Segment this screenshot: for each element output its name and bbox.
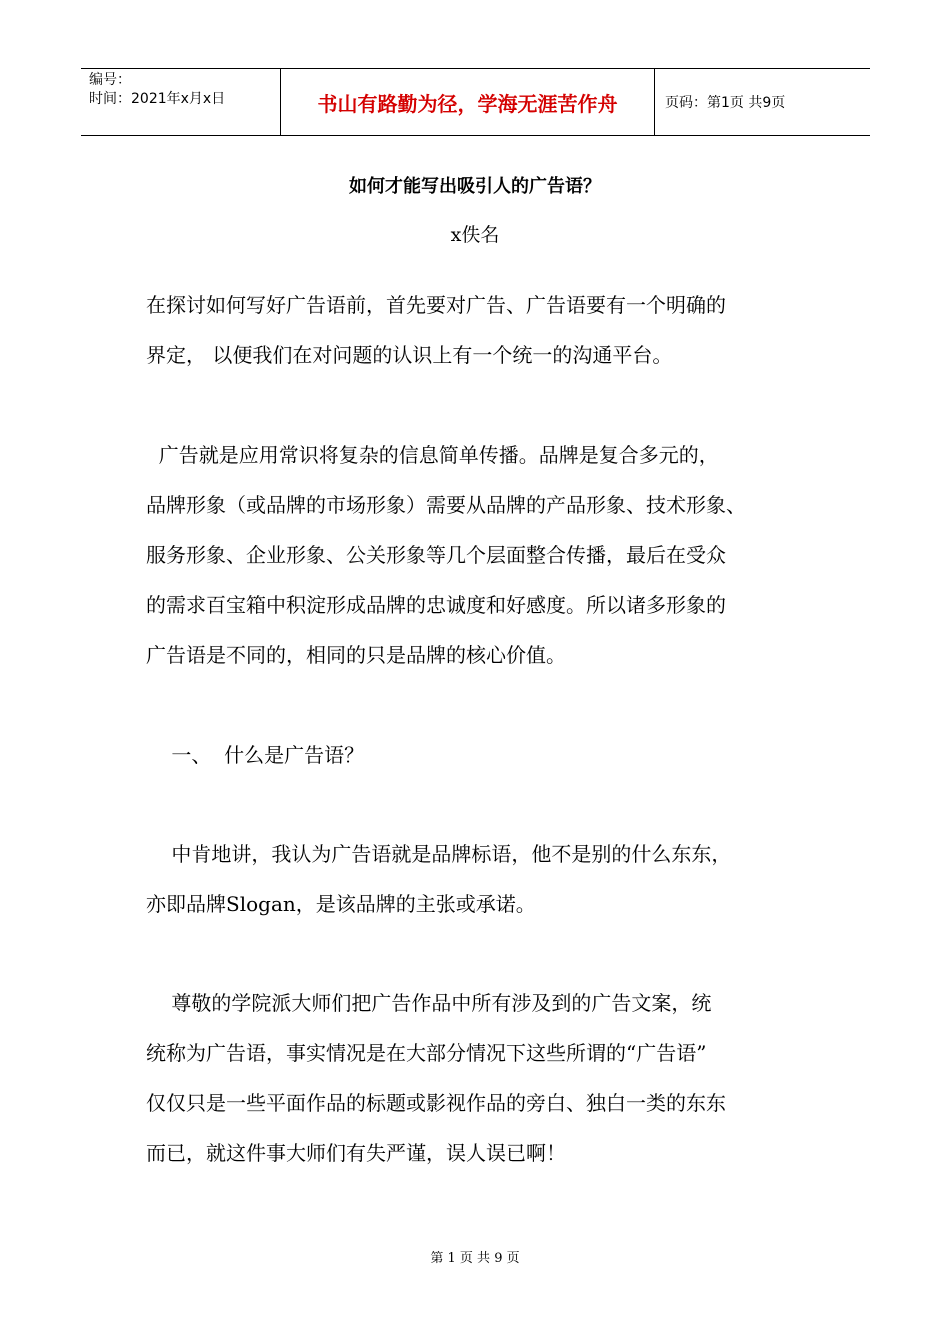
paragraph-line: 一、 什么是广告语？ <box>146 743 365 767</box>
paragraph-line: 中肯地讲，我认为广告语就是品牌标语，他不是别的什么东东， <box>146 842 732 866</box>
paragraph-line: 的需求百宝箱中积淀形成品牌的忠诚度和好感度。所以诸多形象的 <box>146 593 726 617</box>
paragraph-line: 在探讨如何写好广告语前，首先要对广告、广告语要有一个明确的 <box>146 293 726 317</box>
paragraph-intro <box>146 280 836 380</box>
paragraph-advertising <box>146 430 836 680</box>
header-meta-cell <box>81 69 281 135</box>
paragraph-academic <box>146 978 836 1178</box>
header-motto: 书山有路勤为径，学海无涯苦作舟 <box>281 69 655 135</box>
paragraph-line: 而已，就这件事大师们有失严谨，误人误已啊！ <box>146 1141 566 1165</box>
document-title: 如何才能写出吸引人的广告语？ <box>349 176 601 197</box>
paragraph-line: 尊敬的学院派大师们把广告作品中所有涉及到的广告文案，统 <box>146 991 712 1015</box>
paragraph-line: 界定， 以便我们在对问题的认识上有一个统一的沟通平台。 <box>146 343 673 367</box>
paragraph-line: 仅仅只是一些平面作品的标题或影视作品的旁白、独白一类的东东 <box>146 1091 726 1115</box>
paragraph-line: 统称为广告语，事实情况是在大部分情况下这些所谓的“广告语” <box>146 1041 707 1065</box>
document-header <box>81 68 870 136</box>
page-footer: 第 1 页 共 9 页 <box>430 1251 520 1266</box>
document-date: 时间：2021年x月x日 <box>89 91 226 107</box>
paragraph-line: 品牌形象（或品牌的市场形象）需要从品牌的产品形象、技术形象、 <box>146 493 746 517</box>
paragraph-line: 服务形象、企业形象、公关形象等几个层面整合传播，最后在受众 <box>146 543 726 567</box>
paragraph-definition <box>146 829 836 929</box>
paragraph-line: 广告语是不同的，相同的只是品牌的核心价值。 <box>146 643 566 667</box>
header-page-info: 页码：第1页 共9页 <box>665 95 786 111</box>
document-number-label: 编号： <box>89 72 131 88</box>
paragraph-line: 亦即品牌Slogan，是该品牌的主张或承诺。 <box>146 892 536 916</box>
paragraph-line: 广告就是应用常识将复杂的信息简单传播。品牌是复合多元的， <box>146 443 719 467</box>
document-author: x佚名 <box>450 224 500 246</box>
section-heading-1 <box>146 730 836 780</box>
